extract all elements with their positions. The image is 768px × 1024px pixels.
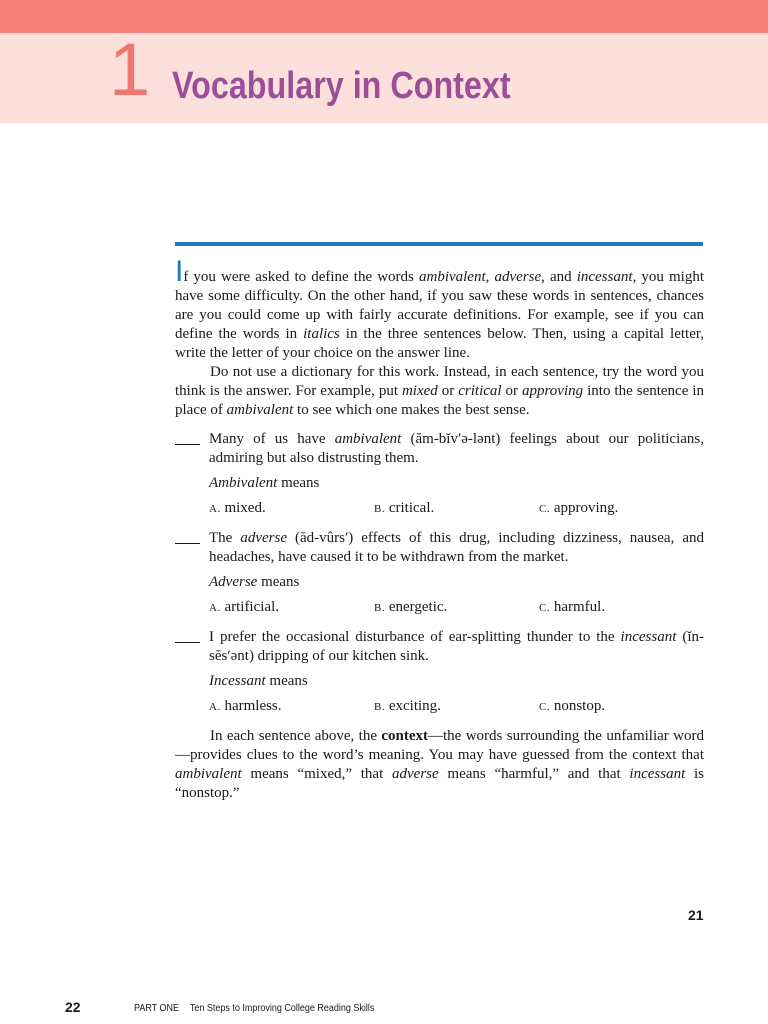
choice-a: A. harmless. <box>209 698 282 714</box>
question-item-3 <box>175 628 704 717</box>
answer-line-2[interactable] <box>175 529 200 544</box>
answer-line-1[interactable] <box>175 430 200 445</box>
section-rule <box>175 242 703 246</box>
page-body <box>175 255 705 803</box>
intro-paragraph-2: Do not use a dictionary for this work. Instead, in each sentence, try the word you think is the answer. For example, put mixed or critical or approving into the sentence in place of ambivalent to see which one makes the best sense. <box>175 364 705 418</box>
question-item-1 <box>175 430 704 519</box>
drop-cap: I <box>175 255 184 288</box>
chapter-title: Vocabulary in Context <box>172 65 511 107</box>
choice-b: B. energetic. <box>374 599 448 615</box>
choice-a: A. artificial. <box>209 599 280 615</box>
answer-choices <box>209 697 704 717</box>
page-number-left: 22 <box>65 999 81 1015</box>
footer-book-title: Ten Steps to Improving College Reading Skills <box>189 1003 375 1014</box>
intro-paragraph-1: If you were asked to define the words ambivalent, adverse, and incessant, you might have some difficulty. On the other hand, if you saw these words in sentences, chances are you could come up with fairly accurate definitions. For example, see if you can define the words in italics in the three sentences below. Then, using a capital letter, write the letter of your choice on the answer line. <box>175 255 704 361</box>
answer-choices <box>209 499 704 519</box>
means-prompt: Adverse means <box>209 574 300 590</box>
choice-c: C. nonstop. <box>539 698 606 714</box>
question-sentence: The adverse (ăd-vûrs′) effects of this drug, including dizziness, nausea, and headaches, have caused it to be withdrawn from the market. <box>209 530 704 565</box>
choice-c: C. harmful. <box>539 599 606 615</box>
question-sentence: I prefer the occasional disturbance of ear-splitting thunder to the incessant (ĭn-sĕs′ənt) dripping of our kitchen sink. <box>209 629 704 664</box>
conclusion-paragraph: In each sentence above, the context—the words surrounding the unfamiliar word—provides clues to the word’s meaning. You may have guessed from the context that ambivalent means “mixed,” that adverse means “harmful,” and that incessant is “nonstop.” <box>175 728 704 801</box>
choice-a: A. mixed. <box>209 500 266 516</box>
question-sentence: Many of us have ambivalent (ăm-bĭv′ə-lənt) feelings about our politicians, admiring but also distrusting them. <box>209 431 704 466</box>
page-number-right: 21 <box>688 907 704 923</box>
means-prompt: Incessant means <box>209 673 308 689</box>
choice-b: B. exciting. <box>374 698 441 714</box>
answer-line-3[interactable] <box>175 628 200 643</box>
running-footer <box>134 1003 374 1014</box>
choice-b: B. critical. <box>374 500 435 516</box>
answer-choices <box>209 598 704 618</box>
chapter-number: 1 <box>109 28 151 111</box>
means-prompt: Ambivalent means <box>209 475 320 491</box>
context-term: context <box>381 728 429 744</box>
question-item-2 <box>175 529 704 618</box>
footer-part-label: PART ONE <box>134 1003 180 1014</box>
choice-c: C. approving. <box>539 500 619 516</box>
